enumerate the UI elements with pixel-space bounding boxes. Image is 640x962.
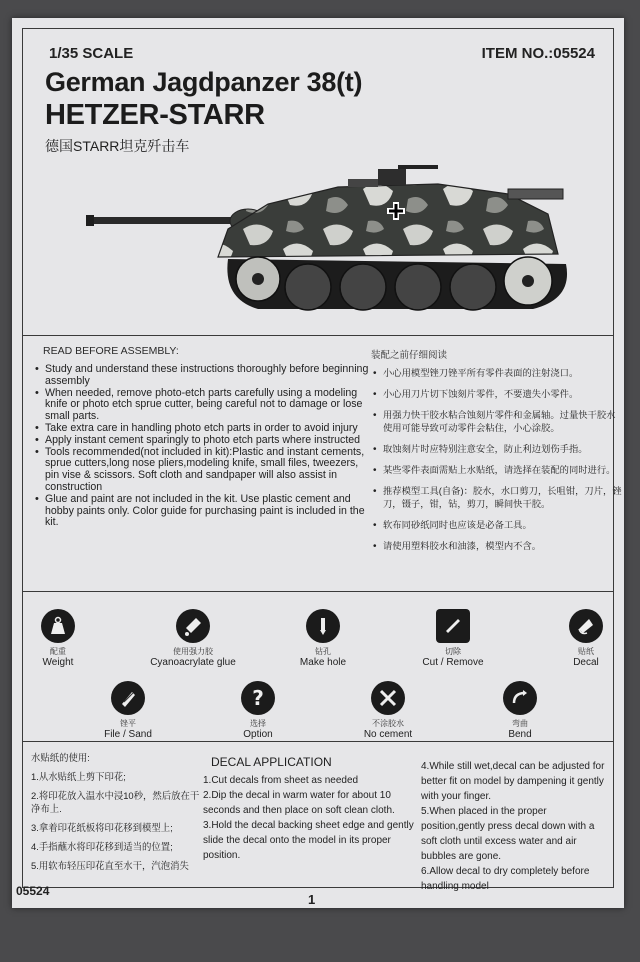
list-item: • 用强力快干胶水粘合蚀刻片零件和金属轴。过量快干胶水使用可能导致可动零件会粘住，小心涂胶。: [383, 409, 623, 435]
list-item: 4.手指蘸水将印花移到适当的位置;: [31, 841, 173, 852]
list-item: 3.Hold the decal backing sheet edge and gently slide the decal onto the model in its proper position.: [203, 820, 414, 861]
list-item: • Take extra care in handling photo etch parts in order to avoid injury: [45, 423, 375, 435]
list-item: • Apply instant cement sparingly to photo etch parts where instructed: [45, 435, 375, 447]
list-item: 1.从水贴纸上剪下印花;: [31, 771, 126, 782]
list-item: • 请使用塑料胶水和油漆，模型内不含。: [383, 540, 623, 553]
symbol-cut: 切除 Cut / Remove: [398, 609, 508, 668]
title-line-2: HETZER-STARR: [45, 99, 265, 131]
list-item: 5.When placed in the proper position,gently press decal down with a soft cloth until excess water and air bubbles are gone.: [421, 806, 595, 862]
list-item: • Study and understand these instructions thoroughly before beginning assembly: [45, 364, 375, 388]
symbol-drill: 钻孔 Make hole: [268, 609, 378, 668]
list-item: 2.Dip the decal in warm water for about 10 seconds and then place on soft clean cloth.: [203, 790, 395, 816]
page-frame: [22, 28, 622, 892]
list-item: • 某些零件表面需贴上水贴纸，请选择在装配的同时进行。: [383, 464, 623, 477]
section-divider: [23, 335, 613, 336]
section-divider: [23, 591, 613, 592]
question-icon: ?: [241, 681, 275, 715]
decal-heading: DECAL APPLICATION: [211, 755, 332, 769]
symbol-option: ? 选择 Option: [203, 681, 313, 740]
instruction-sheet: [12, 18, 624, 908]
page-number: 1: [308, 892, 316, 907]
item-number: ITEM NO.:05524: [481, 45, 595, 62]
list-item: 5.用软布轻压印花直至水干，汽泡消失: [31, 860, 189, 871]
list-item: 6.Allow decal to dry completely before handling model: [421, 866, 590, 892]
bend-icon: [503, 681, 537, 715]
symbol-decal: 贴纸 Decal: [531, 609, 640, 668]
list-item: • Glue and paint are not included in the kit. Use plastic cement and hobby paints only. Color guide for purchasing paint is included in the kit.: [45, 494, 375, 529]
drill-icon: [306, 609, 340, 643]
symbol-weight: 配重 Weight: [3, 609, 113, 668]
symbol-file: 锉平 File / Sand: [73, 681, 183, 740]
section-divider: [23, 741, 613, 742]
decal-heading-cn: 水贴纸的使用:: [31, 752, 90, 763]
list-item: 1.Cut decals from sheet as needed: [203, 775, 359, 786]
scale-label: 1/35 SCALE: [49, 45, 134, 62]
glue-icon: [176, 609, 210, 643]
list-item: • 软布同砂纸同时也应该是必备工具。: [383, 519, 623, 532]
list-item: • 小心用模型锉刀锉平所有零件表面的注射浇口。: [383, 367, 623, 380]
list-item: • When needed, remove photo-etch parts carefully using a modeling knife or photo etch sprue cutter, being careful not to damage or lose small parts.: [45, 388, 375, 423]
decal-instructions-cn: [31, 751, 201, 878]
list-item: • 推荐模型工具(自备)：胶水，水口剪刀，长咀钳，刀片，锉刀，镊子，钳，钻，剪刀，瞬间快干胶。: [383, 485, 623, 511]
list-item: • Tools recommended(not included in kit):Plastic and instant cements, sprue cutters,long nose pliers,modeling knife, small files, tweezers, pin vise & scissors. Soft cloth and sandpaper will also assist in construction: [45, 447, 375, 494]
symbol-no-cement: 不涂胶水 No cement: [333, 681, 443, 740]
title-chinese: 德国STARR坦克歼击车: [45, 138, 190, 154]
file-icon: [111, 681, 145, 715]
decal-steps-left: [203, 773, 418, 863]
list-item: • 小心用刀片切下蚀刻片零件，不要遗失小零件。: [383, 388, 623, 401]
symbol-glue: 使用强力胶 Cyanoacrylate glue: [138, 609, 248, 668]
tank-illustration: [78, 159, 578, 319]
cut-icon: [436, 609, 470, 643]
list-item: 4.While still wet,decal can be adjusted for better fit on model by dampening it gently with your finger.: [421, 761, 605, 802]
list-item: • 取蚀刻片时应特别注意安全，防止利边划伤手指。: [383, 443, 623, 456]
read-before-heading-cn: 装配之前仔细阅读: [371, 350, 448, 361]
title-line-1: German Jagdpanzer 38(t): [45, 67, 363, 97]
read-before-list: [31, 364, 375, 529]
footer-code: 05524: [16, 884, 50, 898]
no-cement-icon: [371, 681, 405, 715]
weight-icon: [41, 609, 75, 643]
decal-steps-right: [421, 759, 611, 894]
decal-icon: [569, 609, 603, 643]
read-before-list-cn: [373, 367, 623, 561]
list-item: 3.拿着印花纸板将印花移到模型上;: [31, 822, 173, 833]
symbol-bend: 弯曲 Bend: [465, 681, 575, 740]
list-item: 2.将印花放入温水中浸10秒，然后放在干净布上.: [31, 790, 200, 814]
read-before-heading: READ BEFORE ASSEMBLY:: [43, 345, 179, 357]
